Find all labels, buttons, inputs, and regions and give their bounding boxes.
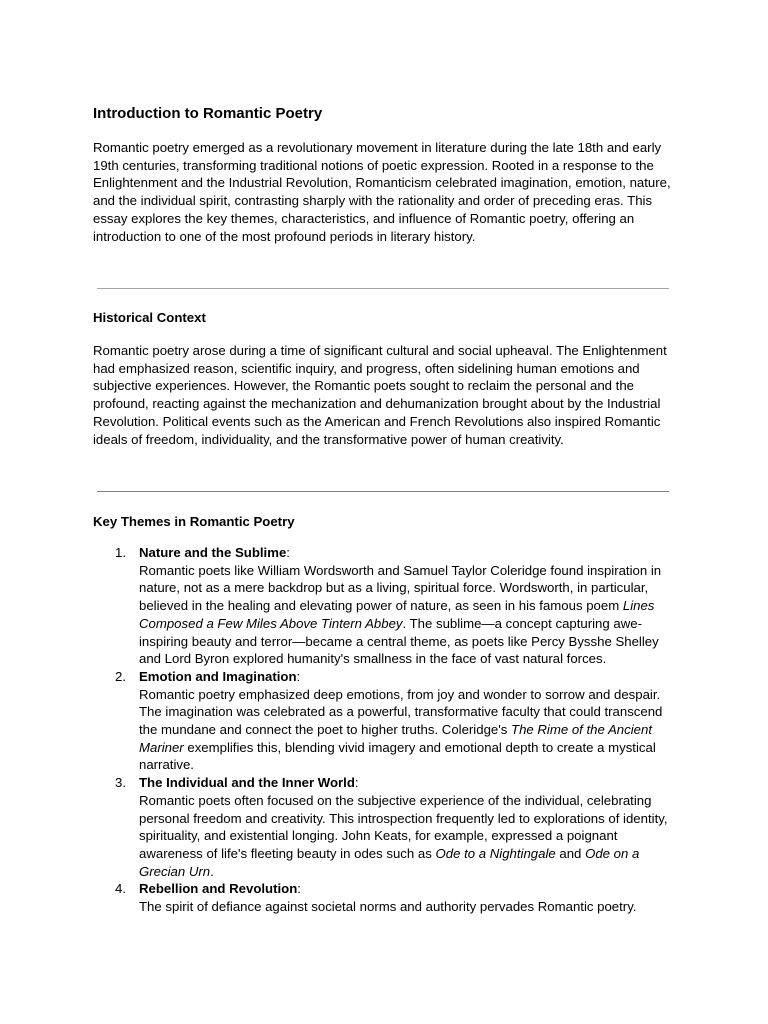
poem-title: Ode on a Grecian Urn [139, 845, 640, 879]
list-item-body: Romantic poets often focused on the subjective experience of the individual, celebrating personal freedom and creativity. This introspection frequently led to explorations of identity, spirituality, and existential longing. John Keats, for example, expressed a poignant awareness of life's fleeting beauty in odes such as Ode to a Nightingale and Ode on a Grecian Urn. [139, 792, 668, 879]
list-item-title: Nature and the Sublime [139, 545, 287, 560]
list-item-number: 2. [115, 668, 126, 684]
historical-context-paragraph: Romantic poetry arose during a time of significant cultural and social upheaval. The Enlightenment had emphasized reason, scientific inquiry, and progress, often sidelining human emotions and subjective experiences. However, the Romantic poets sought to reclaim the personal and the profound, reacting against the mechanization and dehumanization brought about by the Industrial Revolution. Political events such as the American and French Revolutions also inspired Romantic ideals of freedom, individuality, and the transformative power of human creativity. [93, 343, 667, 447]
section-divider [97, 491, 669, 492]
key-themes-list [93, 544, 683, 916]
list-item-body: Romantic poets like William Wordsworth and Samuel Taylor Coleridge found inspiration in nature, not as a mere backdrop but as a living, spiritual force. Wordsworth, in particular, believed in the healing and elevating power of nature, as seen in his famous poem Lines Composed a Few Miles Above Tintern Abbey. The sublime—a concept capturing awe-inspiring beauty and terror—became a central theme, as poets like Percy Bysshe Shelley and Lord Byron explored humanity's smallness in the face of vast natural forces. [139, 562, 662, 667]
list-item-title: The Individual and the Inner World [139, 775, 355, 791]
list-item-number: 4. [115, 881, 126, 897]
list-item-title: Emotion and Imagination [139, 668, 297, 684]
list-item-body: The spirit of defiance against societal norms and authority pervades Romantic poetry. [139, 899, 637, 915]
section-divider [97, 288, 669, 289]
list-item: 4. Rebellion and Revolution: The spirit of defiance against societal norms and authority pervades Romantic poetry. [93, 880, 683, 915]
list-item-number: 3. [115, 775, 126, 791]
poem-title: The Rime of the Ancient Mariner [139, 722, 652, 755]
poem-title: Ode to a Nightingale [435, 845, 556, 861]
list-item-body: Romantic poetry emphasized deep emotions, from joy and wonder to sorrow and despair. The imagination was celebrated as a powerful, transformative faculty that could transcend the mundane and connect the poet to higher truths. Coleridge's The Rime of the Ancient Mariner exemplifies this, blending vivid imagery and emotional depth to create a mystical narrative. [139, 686, 663, 773]
key-themes-heading: Key Themes in Romantic Poetry [93, 514, 295, 529]
historical-context-heading: Historical Context [93, 310, 206, 325]
list-item: 2. Emotion and Imagination: Romantic poetry emphasized deep emotions, from joy and wonder to sorrow and despair. The imagination was celebrated as a powerful, transformative faculty that could transcend the mundane and connect the poet to higher truths. Coleridge's The Rime of the Ancient Mariner exemplifies this, blending vivid imagery and emotional depth to create a mystical narrative. [93, 668, 683, 774]
list-item-title: Rebellion and Revolution [139, 881, 298, 897]
list-item-number: 1. [115, 545, 126, 560]
list-item: 1. Nature and the Sublime: Romantic poets like William Wordsworth and Samuel Taylor Coleridge found inspiration in nature, not as a mere backdrop but as a living, spiritual force. Wordsworth, in particular, believed in the healing and elevating power of nature, as seen in his famous poem Lines Composed a Few Miles Above Tintern Abbey. The sublime—a concept capturing awe-inspiring beauty and terror—became a central theme, as poets like Percy Bysshe Shelley and Lord Byron explored humanity's smallness in the face of vast natural forces. [93, 544, 683, 668]
poem-title: Lines Composed a Few Miles Above Tintern Abbey [139, 598, 655, 631]
document-title: Introduction to Romantic Poetry [93, 105, 323, 122]
intro-paragraph: Romantic poetry emerged as a revolutionary movement in literature during the late 18th and early 19th centuries, transforming traditional notions of poetic expression. Rooted in a response to the Enlightenment and the Industrial Revolution, Romanticism celebrated imagination, emotion, nature, and the individual spirit, contrasting sharply with the rationality and order of preceding eras. This essay explores the key themes, characteristics, and influence of Romantic poetry, offering an introduction to one of the most profound periods in literary history. [93, 140, 671, 244]
list-item: 3. The Individual and the Inner World: Romantic poets often focused on the subjective experience of the individual, celebrating personal freedom and creativity. This introspection frequently led to explorations of identity, spirituality, and existential longing. John Keats, for example, expressed a poignant awareness of life's fleeting beauty in odes such as Ode to a Nightingale and Ode on a Grecian Urn. [93, 774, 683, 880]
